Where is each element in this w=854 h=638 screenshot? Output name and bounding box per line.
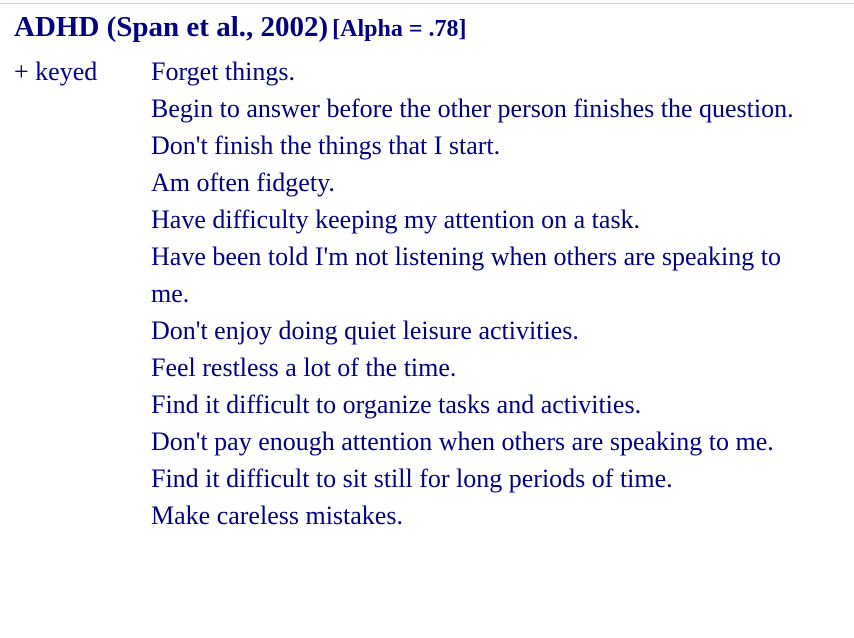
item: Am often fidgety.: [151, 168, 335, 197]
scale-title: ADHD (Span et al., 2002): [14, 11, 329, 43]
item-list: [151, 53, 811, 534]
item: Begin to answer before the other person finishes the question.: [151, 94, 794, 123]
scale-heading: [14, 8, 834, 51]
item: Don't pay enough attention when others are speaking to me.: [151, 427, 774, 456]
top-divider: [0, 3, 854, 4]
item: Have difficulty keeping my attention on a task.: [151, 205, 641, 234]
item: Find it difficult to sit still for long periods of time.: [151, 464, 673, 493]
scale-alpha: [Alpha = .78]: [332, 16, 467, 42]
item: Don't enjoy doing quiet leisure activities.: [151, 316, 579, 345]
scale-block: [14, 8, 834, 534]
item: Feel restless a lot of the time.: [151, 353, 457, 382]
item: Make careless mistakes.: [151, 501, 403, 530]
keyed-items-row: [14, 53, 834, 534]
item: Have been told I'm not listening when others are speaking to me.: [151, 242, 781, 308]
item: Don't finish the things that I start.: [151, 131, 501, 160]
item: Forget things.: [151, 57, 295, 86]
key-direction-label: + keyed: [14, 57, 98, 86]
item: Find it difficult to organize tasks and activities.: [151, 390, 642, 419]
